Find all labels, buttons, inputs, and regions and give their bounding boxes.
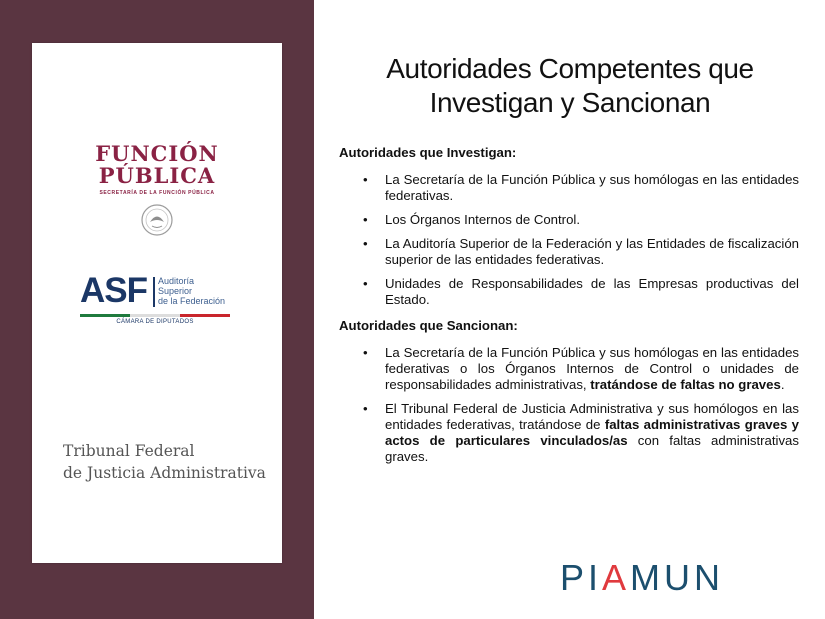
funcion-publica-logo xyxy=(32,143,282,237)
asf-divider xyxy=(153,277,155,307)
bullet-icon: • xyxy=(363,172,368,187)
sancionan-list xyxy=(339,345,799,465)
asf-name xyxy=(158,276,225,306)
asf-name-line3: de la Federación xyxy=(158,296,226,306)
bullet-icon: • xyxy=(363,345,368,360)
list-item: • El Tribunal Federal de Justicia Administrativa y sus homólogos en las entidades federativas, tratándose de faltas administrativas graves y actos de particulares vinculados/as con faltas administrativas graves. xyxy=(363,401,799,464)
slide-content xyxy=(339,145,799,475)
piamun-part1: PI xyxy=(560,557,603,598)
asf-name-line2: Superior xyxy=(158,286,193,296)
bullet-icon: • xyxy=(363,276,368,291)
slide-title-line2: Investigan y Sancionan xyxy=(429,87,711,118)
asf-flag-stripe xyxy=(80,314,230,317)
list-item: • La Auditoría Superior de la Federación y las Entidades de fiscalización superior de las entidades federativas. xyxy=(363,236,799,267)
funcion-publica-line1: FUNCIÓN xyxy=(95,141,219,166)
sancionan-heading: Autoridades que Sancionan: xyxy=(339,318,518,333)
asf-camara: CÁMARA DE DIPUTADOS xyxy=(116,319,194,325)
bullet-icon: • xyxy=(363,212,368,227)
piamun-part3: MUN xyxy=(630,557,725,598)
piamun-logo xyxy=(560,558,724,598)
logo-card xyxy=(32,43,282,563)
slide-title-line1: Autoridades Competentes que xyxy=(386,53,754,84)
asf-logo xyxy=(80,271,250,327)
bullet-icon: • xyxy=(363,236,368,251)
left-panel xyxy=(0,0,314,619)
piamun-accent: A xyxy=(602,557,631,598)
list-item: • La Secretaría de la Función Pública y sus homólogas en las entidades federativas. xyxy=(363,172,799,203)
funcion-publica-subtitle: SECRETARÍA DE LA FUNCIÓN PÚBLICA xyxy=(99,190,215,196)
asf-letters: ASF xyxy=(80,271,147,310)
eagle-emblem-icon xyxy=(140,203,174,237)
tfja-line2: de Justicia Administrativa xyxy=(63,464,266,482)
tfja-line1: Tribunal Federal xyxy=(63,442,195,460)
investigan-list xyxy=(339,172,799,308)
investigan-heading: Autoridades que Investigan: xyxy=(339,145,517,160)
bullet-icon: • xyxy=(363,401,368,416)
list-item: • Los Órganos Internos de Control. xyxy=(363,212,580,227)
list-item: • Unidades de Responsabilidades de las Empresas productivas del Estado. xyxy=(363,276,799,307)
funcion-publica-line2: PÚBLICA xyxy=(98,163,216,188)
tfja-logo xyxy=(63,440,266,484)
asf-name-line1: Auditoría xyxy=(158,276,195,286)
slide-title xyxy=(330,52,810,120)
list-item: • La Secretaría de la Función Pública y sus homólogas en las entidades federativas o los Órganos Internos de Control o unidades de responsabilidades administrativas, tratándose de faltas no graves. xyxy=(363,345,799,392)
